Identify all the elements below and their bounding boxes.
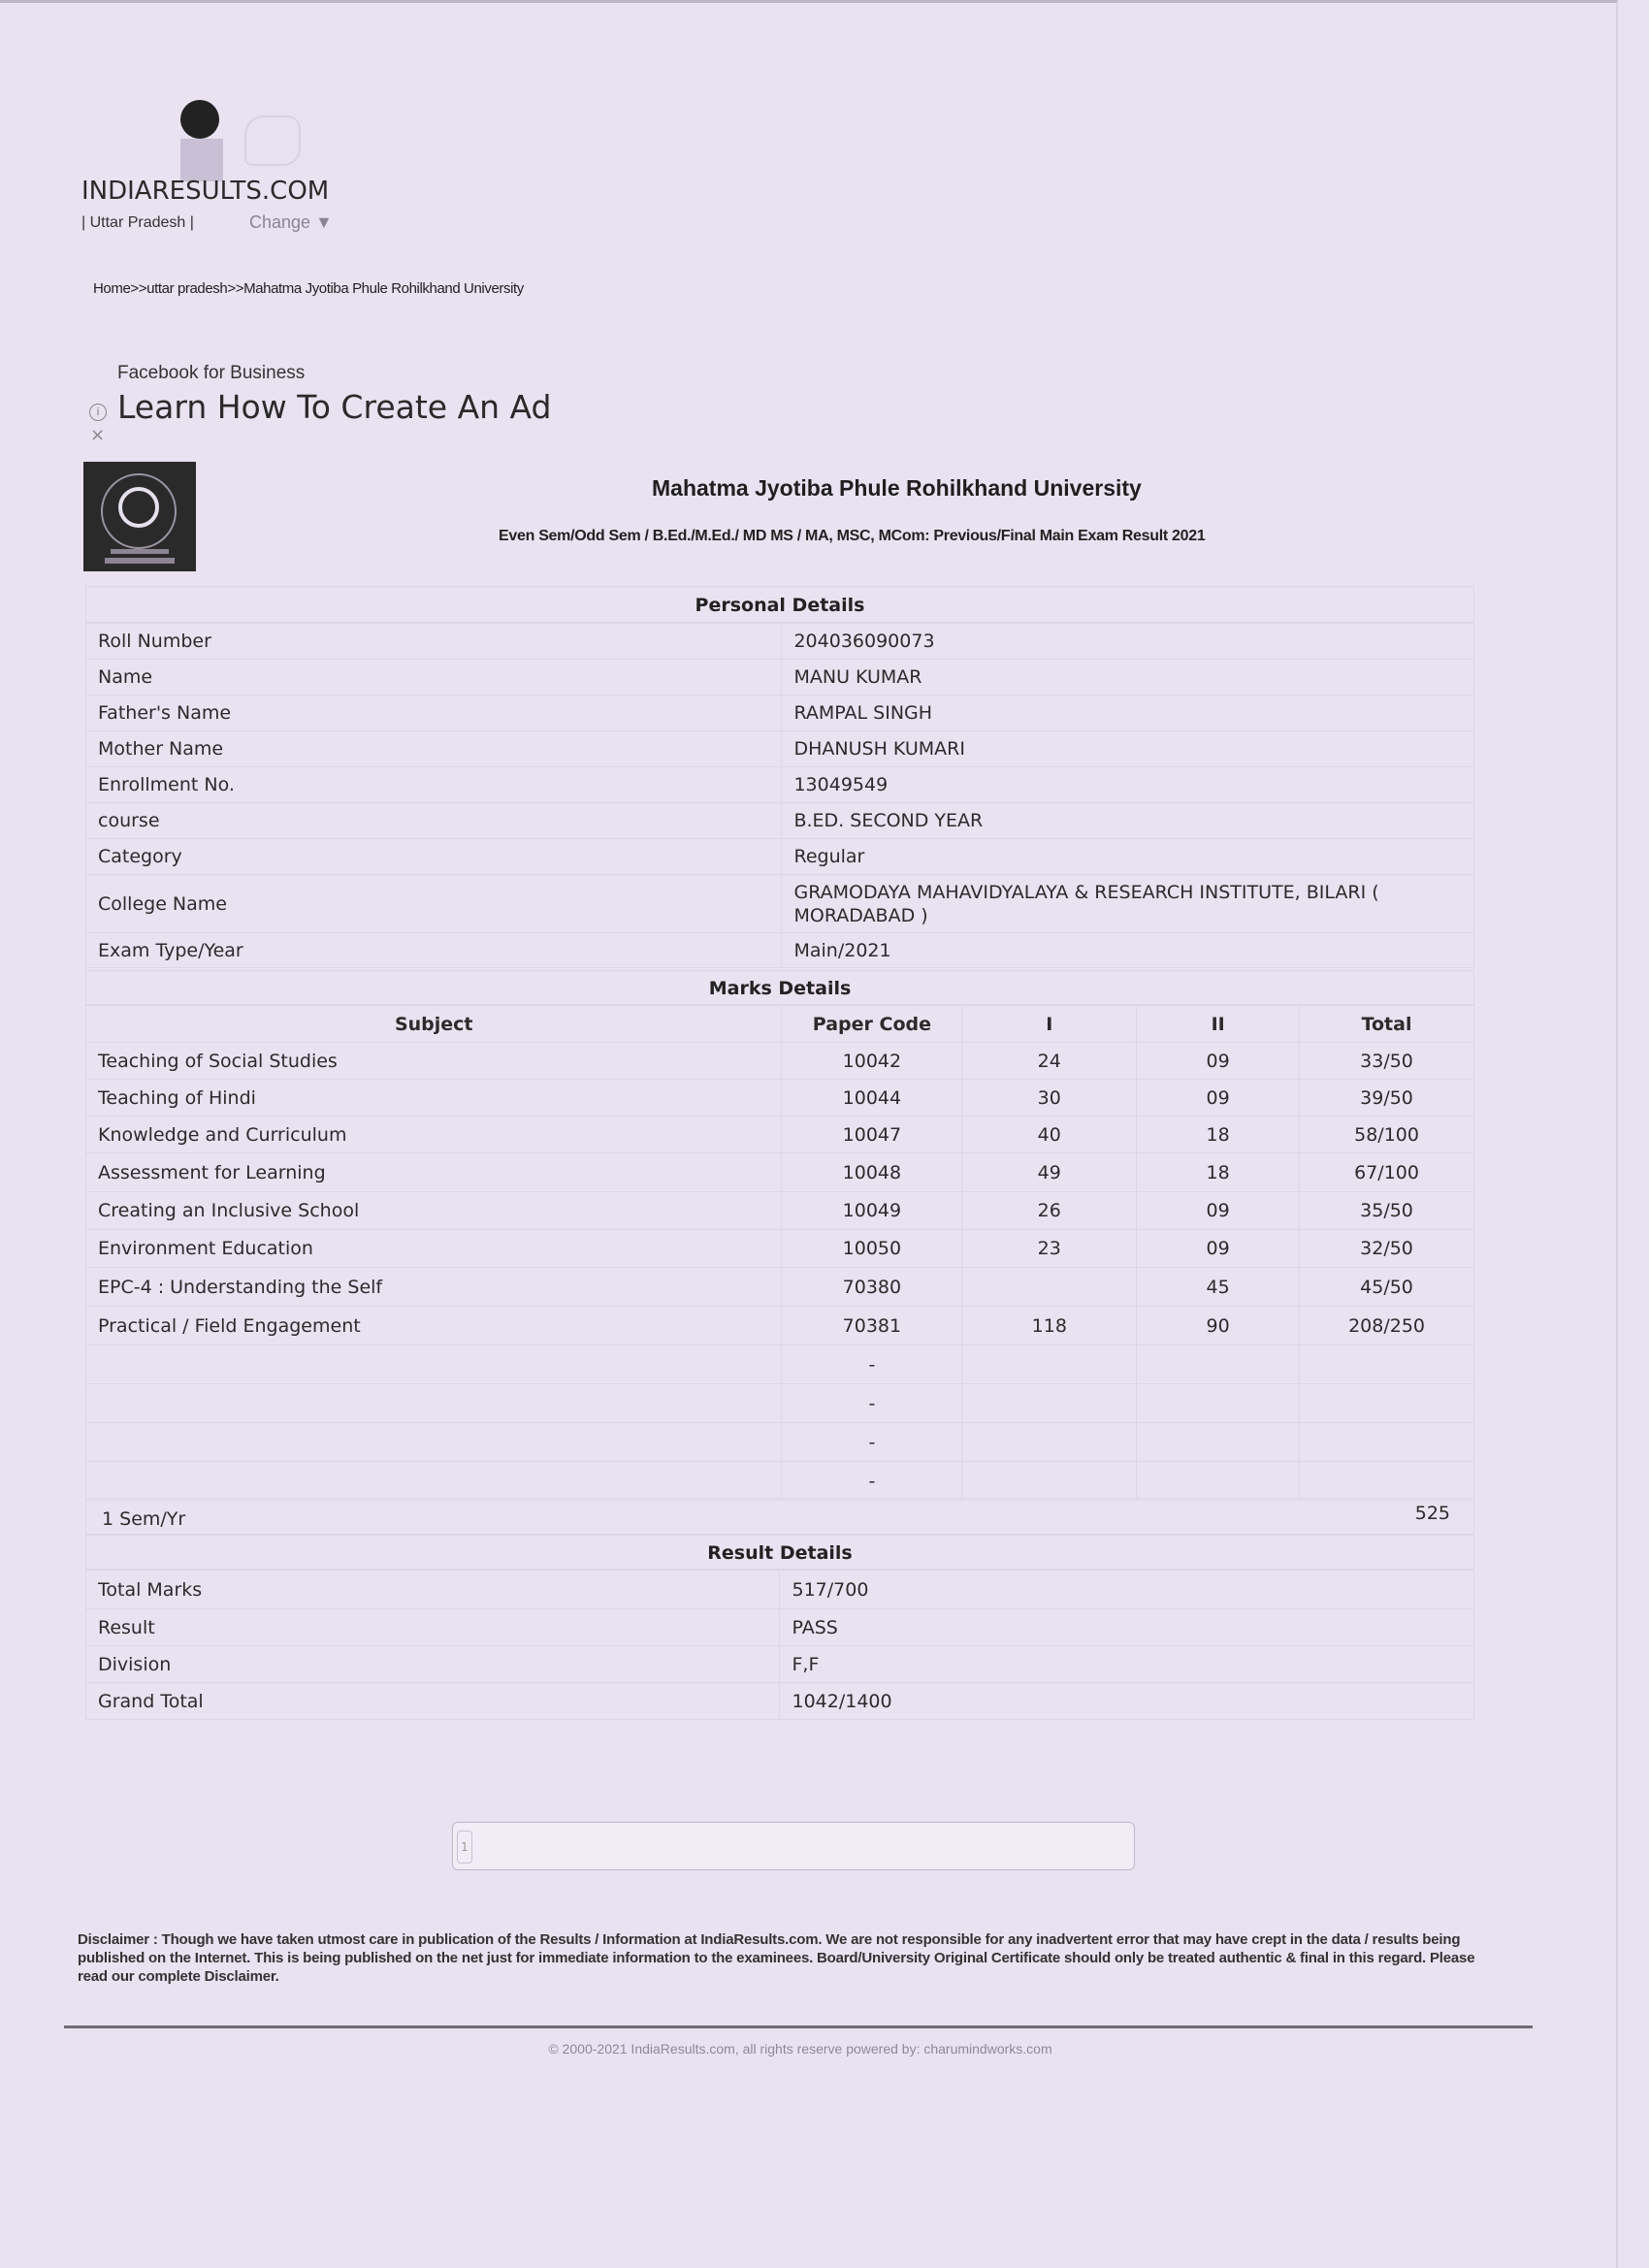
row-value: RAMPAL SINGH — [782, 696, 1474, 731]
marks-ii-cell: 18 — [1137, 1153, 1300, 1192]
marks-ii-cell: 09 — [1137, 1080, 1300, 1117]
total-cell: 58/100 — [1300, 1117, 1474, 1153]
marks-i-cell: 40 — [962, 1117, 1137, 1153]
table-row — [86, 1345, 1474, 1384]
subject-cell — [86, 1462, 782, 1501]
total-cell — [1300, 1384, 1474, 1423]
marks-ii-cell: 18 — [1137, 1117, 1300, 1153]
table-row — [86, 696, 1474, 731]
row-label: Grand Total — [86, 1683, 780, 1720]
footer-box-label: 1 — [457, 1831, 472, 1863]
table-row — [86, 1153, 1474, 1192]
exam-title: Even Sem/Odd Sem / B.Ed./M.Ed./ MD MS / MA, MSC, MCom: Previous/Final Main Exam Result 2021 — [499, 528, 1206, 544]
paper-code-cell: 10048 — [782, 1153, 962, 1192]
breadcrumb-separator: >> — [130, 280, 147, 297]
university-name: Mahatma Jyotiba Phule Rohilkhand University — [652, 475, 1142, 501]
state-selector-label: | Uttar Pradesh | — [81, 214, 194, 231]
marks-i-cell — [962, 1384, 1137, 1423]
row-value: 517/700 — [780, 1571, 1474, 1609]
total-cell: 67/100 — [1300, 1153, 1474, 1192]
row-value: DHANUSH KUMARI — [782, 731, 1474, 767]
personal-details-table — [85, 623, 1474, 968]
table-row — [86, 839, 1474, 875]
table-row — [86, 660, 1474, 696]
col-total: Total — [1300, 1006, 1474, 1043]
table-row — [86, 1571, 1474, 1609]
ad-title-link[interactable]: Learn How To Create An Ad — [117, 388, 552, 426]
breadcrumb-state-link[interactable]: uttar pradesh — [146, 280, 228, 297]
table-row — [86, 1609, 1474, 1646]
table-row — [86, 731, 1474, 767]
paper-code-cell: 10049 — [782, 1192, 962, 1230]
row-label: Total Marks — [86, 1571, 780, 1609]
marks-i-cell — [962, 1345, 1137, 1384]
result-details-heading: Result Details — [85, 1535, 1474, 1570]
table-row — [86, 1080, 1474, 1117]
row-value: Main/2021 — [782, 933, 1474, 968]
paper-code-cell: - — [782, 1384, 962, 1423]
marks-ii-cell — [1137, 1423, 1300, 1462]
semester-total-row — [85, 1498, 1474, 1535]
total-cell — [1300, 1345, 1474, 1384]
paper-code-cell: 10042 — [782, 1043, 962, 1080]
row-value: Regular — [782, 839, 1474, 875]
disclaimer-text: Disclaimer : Though we have taken utmost care in publication of the Results / Information at IndiaResults.com. We are not responsible for any inadvertent error that may have crept in the data / results being published on the Internet. This is being published on the net just for immediate information to the examinees. Board/University Original Certificate should only be treated authentic & final in this regard. Please read our complete Disclaimer. — [78, 1931, 1475, 1985]
paper-code-cell: - — [782, 1462, 962, 1501]
row-label: Category — [86, 839, 782, 875]
row-value: PASS — [780, 1609, 1474, 1646]
col-paper-code: Paper Code — [782, 1006, 962, 1043]
total-cell: 35/50 — [1300, 1192, 1474, 1230]
row-label: Enrollment No. — [86, 767, 782, 803]
row-value: B.ED. SECOND YEAR — [782, 803, 1474, 839]
subject-cell: Creating an Inclusive School — [86, 1192, 782, 1230]
table-row — [86, 1307, 1474, 1345]
col-ii: II — [1137, 1006, 1300, 1043]
personal-details-heading: Personal Details — [85, 586, 1474, 623]
row-label: Division — [86, 1646, 780, 1683]
subject-cell — [86, 1345, 782, 1384]
subject-cell — [86, 1384, 782, 1423]
paper-code-cell: 10050 — [782, 1230, 962, 1268]
table-row — [86, 933, 1474, 968]
row-label: Father's Name — [86, 696, 782, 731]
total-cell: 39/50 — [1300, 1080, 1474, 1117]
paper-code-cell: - — [782, 1345, 962, 1384]
row-value: 1042/1400 — [780, 1683, 1474, 1720]
paper-code-cell: - — [782, 1423, 962, 1462]
marks-i-cell: 49 — [962, 1153, 1137, 1192]
table-row — [86, 1646, 1474, 1683]
total-cell: 33/50 — [1300, 1043, 1474, 1080]
subject-cell: Teaching of Social Studies — [86, 1043, 782, 1080]
ad-info-icon[interactable]: i — [89, 404, 107, 421]
marks-ii-cell — [1137, 1345, 1300, 1384]
row-label: Mother Name — [86, 731, 782, 767]
table-header-row — [86, 1006, 1474, 1043]
row-label: course — [86, 803, 782, 839]
marks-ii-cell: 90 — [1137, 1307, 1300, 1345]
paper-code-cell: 70380 — [782, 1268, 962, 1307]
marks-ii-cell: 45 — [1137, 1268, 1300, 1307]
breadcrumb-separator: >> — [227, 280, 244, 297]
semester-total-value: 525 — [1414, 1503, 1450, 1524]
subject-cell: Assessment for Learning — [86, 1153, 782, 1192]
paper-code-cell: 10047 — [782, 1117, 962, 1153]
ad-sponsor[interactable]: Facebook for Business — [117, 363, 306, 383]
total-cell: 32/50 — [1300, 1230, 1474, 1268]
result-details-table — [85, 1570, 1474, 1720]
footer-ad-box[interactable] — [452, 1822, 1135, 1870]
marks-i-cell: 30 — [962, 1080, 1137, 1117]
row-value: F,F — [780, 1646, 1474, 1683]
site-name[interactable]: INDIARESULTS.COM — [81, 177, 330, 206]
table-row — [86, 1384, 1474, 1423]
marks-i-cell: 24 — [962, 1043, 1137, 1080]
row-value: 204036090073 — [782, 624, 1474, 660]
copyright-text: © 2000-2021 IndiaResults.com, all rights reserve powered by: charumindworks.com — [548, 2041, 1052, 2057]
marks-ii-cell — [1137, 1462, 1300, 1501]
marks-ii-cell: 09 — [1137, 1043, 1300, 1080]
subject-cell — [86, 1423, 782, 1462]
table-row — [86, 1117, 1474, 1153]
marks-i-cell: 26 — [962, 1192, 1137, 1230]
footer-divider — [64, 2025, 1533, 2028]
total-cell — [1300, 1462, 1474, 1501]
table-row — [86, 1043, 1474, 1080]
total-cell: 208/250 — [1300, 1307, 1474, 1345]
table-row — [86, 1192, 1474, 1230]
table-row — [86, 1683, 1474, 1720]
ad-close-icon[interactable]: × — [90, 425, 106, 445]
subject-cell: Knowledge and Curriculum — [86, 1117, 782, 1153]
marks-ii-cell: 09 — [1137, 1192, 1300, 1230]
marks-details-table — [85, 1005, 1474, 1501]
row-value: MANU KUMAR — [782, 660, 1474, 696]
marks-i-cell: 23 — [962, 1230, 1137, 1268]
breadcrumb — [93, 280, 524, 297]
col-subject: Subject — [86, 1006, 782, 1043]
marks-i-cell — [962, 1423, 1137, 1462]
subject-cell: EPC-4 : Understanding the Self — [86, 1268, 782, 1307]
marks-i-cell — [962, 1268, 1137, 1307]
semester-label: 1 Sem/Yr — [102, 1508, 186, 1530]
paper-code-cell: 70381 — [782, 1307, 962, 1345]
marks-ii-cell: 09 — [1137, 1230, 1300, 1268]
table-row — [86, 1268, 1474, 1307]
row-label: Exam Type/Year — [86, 933, 782, 968]
marks-i-cell: 118 — [962, 1307, 1137, 1345]
subject-cell: Environment Education — [86, 1230, 782, 1268]
table-row — [86, 1230, 1474, 1268]
row-label: College Name — [86, 875, 782, 933]
subject-cell: Teaching of Hindi — [86, 1080, 782, 1117]
marks-i-cell — [962, 1462, 1137, 1501]
change-state-link[interactable]: Change ▼ — [249, 212, 333, 232]
paper-code-cell: 10044 — [782, 1080, 962, 1117]
row-label: Result — [86, 1609, 780, 1646]
table-row — [86, 1462, 1474, 1501]
table-row — [86, 767, 1474, 803]
university-logo-icon — [83, 462, 196, 571]
row-value: 13049549 — [782, 767, 1474, 803]
marks-ii-cell — [1137, 1384, 1300, 1423]
table-row — [86, 1423, 1474, 1462]
marks-details-heading: Marks Details — [85, 970, 1474, 1005]
breadcrumb-university-link[interactable]: Mahatma Jyotiba Phule Rohilkhand University — [243, 280, 524, 297]
subject-cell: Practical / Field Engagement — [86, 1307, 782, 1345]
table-row — [86, 624, 1474, 660]
table-row — [86, 803, 1474, 839]
breadcrumb-home-link[interactable]: Home — [93, 280, 131, 297]
total-cell — [1300, 1423, 1474, 1462]
total-cell: 45/50 — [1300, 1268, 1474, 1307]
col-i: I — [962, 1006, 1137, 1043]
row-label: Name — [86, 660, 782, 696]
row-label: Roll Number — [86, 624, 782, 660]
row-value: GRAMODAYA MAHAVIDYALAYA & RESEARCH INSTITUTE, BILARI ( MORADABAD ) — [782, 875, 1474, 933]
table-row — [86, 875, 1474, 933]
